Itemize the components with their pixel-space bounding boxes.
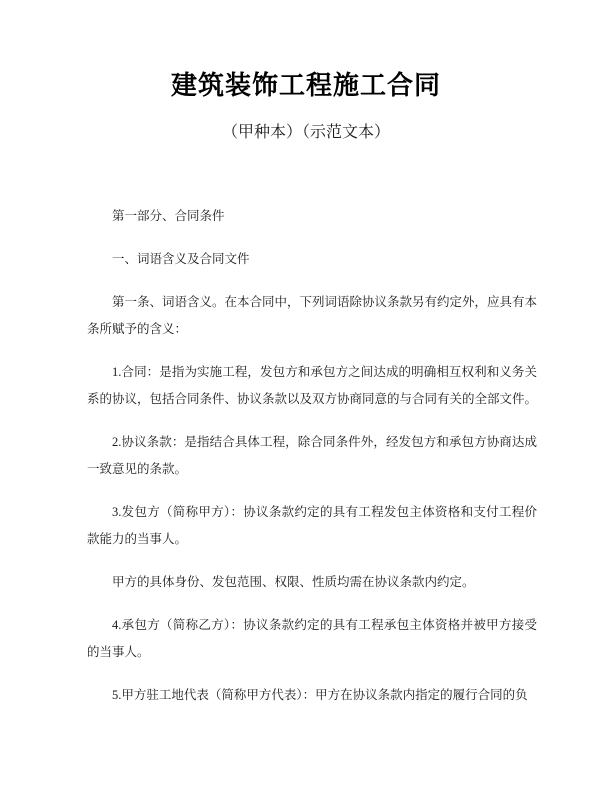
section-heading: 第一部分、合同条件 — [112, 209, 225, 223]
paragraph-definition-1: 1.合同：是指为实施工程，发包方和承包方之间达成的明确相互权利和义务关系的协议，包括合同条件、协议条款以及双方协商同意的与合同有关的全部文件。 — [87, 365, 538, 406]
paragraph-definition-5: 5.甲方驻工地代表（简称甲方代表）：甲方在协议条款内指定的履行合同的负 — [112, 688, 528, 702]
paragraph-clause-1: 第一条、词语含义。在本合同中，下列词语除协议条款另有约定外，应具有本条所赋予的含义： — [87, 295, 538, 336]
paragraph-definition-3: 3.发包方（简称甲方）：协议条款约定的具有工程发包主体资格和支付工程价款能力的当事人。 — [87, 505, 537, 546]
document-body — [0, 203, 612, 709]
document-title: 建筑装饰工程施工合同 — [170, 71, 441, 100]
paragraph-definition-4: 4.承包方（简称乙方）：协议条款约定的具有工程承包主体资格并被甲方接受的当事人。 — [87, 618, 537, 659]
paragraph-definition-2: 2.协议条款：是指结合具体工程，除合同条件外，经发包方和承包方协商达成一致意见的条款。 — [87, 435, 537, 476]
document-subtitle: （甲种本）（示范文本） — [221, 124, 390, 141]
paragraph-definition-3-note: 甲方的具体身份、发包范围、权限、性质均需在协议条款内约定。 — [112, 575, 475, 589]
chapter-heading: 一、词语含义及合同文件 — [112, 252, 250, 266]
